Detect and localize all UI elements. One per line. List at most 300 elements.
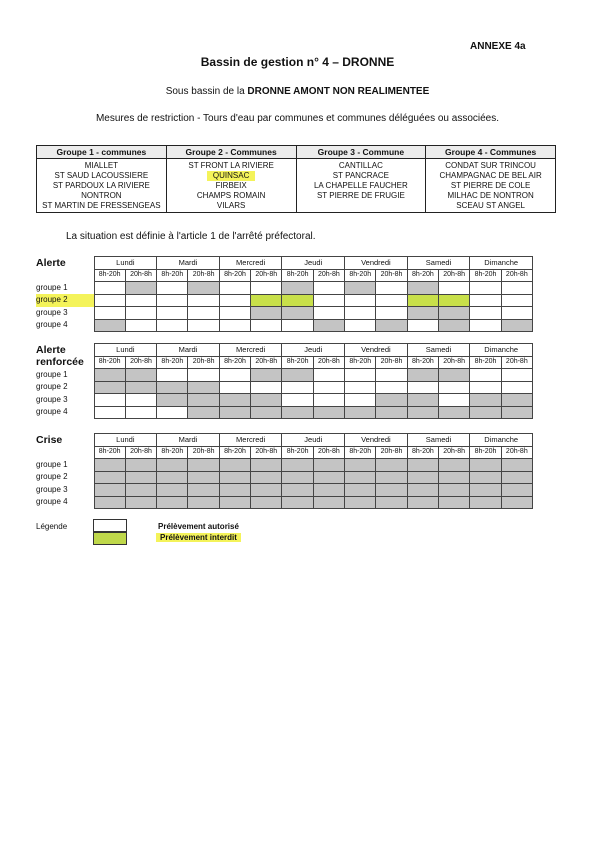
slot-header: 8h-20h [407, 446, 438, 459]
schedule-cell [219, 471, 250, 484]
slot-header: 20h-8h [251, 446, 282, 459]
schedule-cell [188, 369, 219, 382]
schedule-cell [219, 307, 250, 320]
schedule-cell [125, 496, 156, 509]
group-communes-1 [37, 159, 167, 213]
slot-header: 20h-8h [313, 446, 344, 459]
schedule-day-row [36, 257, 533, 270]
schedule-group-row [36, 484, 533, 497]
schedule-cell [282, 406, 313, 419]
schedule-cell [94, 406, 125, 419]
schedule-cell [219, 319, 250, 332]
day-header: Mardi [157, 344, 220, 357]
schedule-cell [439, 394, 470, 407]
schedule-cell [251, 496, 282, 509]
schedule-cell [376, 319, 407, 332]
schedule-cell [313, 319, 344, 332]
commune-name: ST PARDOUX LA RIVIERE [52, 181, 150, 190]
schedule-cell [251, 471, 282, 484]
legend-label: Légende [36, 522, 68, 531]
schedule-cell [313, 394, 344, 407]
schedule-cell [376, 406, 407, 419]
schedule-cell [501, 471, 532, 484]
commune-name: LA CHAPELLE FAUCHER [313, 181, 408, 190]
day-header: Lundi [94, 344, 157, 357]
schedule-cell [470, 319, 501, 332]
commune-name: NONTRON [81, 191, 122, 200]
schedule-cell [219, 394, 250, 407]
schedule-cell [376, 294, 407, 307]
group-row-label: groupe 4 [36, 320, 68, 330]
schedule-cell [501, 307, 532, 320]
day-header: Samedi [407, 344, 470, 357]
commune-name: CHAMPAGNAC DE BEL AIR [439, 171, 542, 180]
schedule-cell [407, 406, 438, 419]
schedule-cell [439, 381, 470, 394]
commune-name: FIRBEIX [215, 181, 247, 190]
legend-forbidden-swatch [93, 532, 127, 545]
schedule-cell [345, 319, 376, 332]
schedule-cell [470, 496, 501, 509]
schedule-cell [282, 381, 313, 394]
slot-header: 8h-20h [470, 269, 501, 282]
schedule-cell [313, 484, 344, 497]
group-row-label: groupe 3 [36, 484, 68, 494]
situation-text: La situation est définie à l'article 1 de l'arrêté préfectoral. [66, 231, 316, 242]
day-header: Mercredi [219, 434, 282, 447]
schedule-cell [251, 394, 282, 407]
schedule-cell [470, 381, 501, 394]
slot-header: 8h-20h [282, 356, 313, 369]
group-row-label: groupe 2 [36, 294, 94, 307]
schedule-cell [501, 484, 532, 497]
schedule-cell [376, 394, 407, 407]
schedule-cell [251, 369, 282, 382]
slot-header: 20h-8h [188, 446, 219, 459]
schedule-cell [313, 459, 344, 472]
slot-header: 8h-20h [470, 356, 501, 369]
measures-text: Mesures de restriction - Tours d'eau par communes et communes déléguées ou associées. [95, 113, 500, 124]
slot-header: 8h-20h [219, 356, 250, 369]
schedule-cell [439, 459, 470, 472]
schedule-cell [313, 406, 344, 419]
day-header: Lundi [94, 257, 157, 270]
schedule-cell [157, 381, 188, 394]
schedule-cell [470, 307, 501, 320]
schedule-cell [94, 484, 125, 497]
commune-name: ST PIERRE DE FRUGIE [316, 191, 405, 200]
schedule-cell [470, 294, 501, 307]
slot-header: 20h-8h [313, 269, 344, 282]
schedule-cell [94, 319, 125, 332]
schedule-group-row [36, 294, 533, 307]
slot-header: 8h-20h [282, 269, 313, 282]
schedule-cell [501, 406, 532, 419]
schedule-group-row [36, 459, 533, 472]
schedule-slot-row [36, 356, 533, 369]
schedule-cell [501, 369, 532, 382]
schedule-cell [407, 282, 438, 295]
schedule-cell [125, 319, 156, 332]
schedule-group-row [36, 319, 533, 332]
commune-name: CHAMPS ROMAIN [196, 191, 266, 200]
group-communes-3 [296, 159, 426, 213]
schedule-cell [157, 307, 188, 320]
schedule-cell [188, 406, 219, 419]
slot-header: 8h-20h [94, 356, 125, 369]
schedule-cell [376, 307, 407, 320]
schedule-cell [125, 282, 156, 295]
schedule-cell [313, 294, 344, 307]
slot-header: 8h-20h [157, 269, 188, 282]
schedule-cell [313, 369, 344, 382]
legend-forbidden-text: Prélèvement interdit [156, 533, 241, 542]
schedule-cell [125, 406, 156, 419]
group-row-label: groupe 2 [36, 382, 68, 392]
schedule-cell [470, 394, 501, 407]
slot-header: 8h-20h [345, 446, 376, 459]
slot-header: 8h-20h [345, 269, 376, 282]
commune-name: ST SAUD LACOUSSIERE [54, 171, 149, 180]
schedule-cell [251, 319, 282, 332]
schedule-cell [407, 496, 438, 509]
schedule-cell [94, 369, 125, 382]
schedule-cell [407, 369, 438, 382]
schedule-cell [407, 319, 438, 332]
schedule-cell [251, 484, 282, 497]
schedule-cell [501, 496, 532, 509]
slot-header: 8h-20h [94, 269, 125, 282]
day-header: Jeudi [282, 344, 345, 357]
schedule-cell [282, 294, 313, 307]
schedule-slot-row [36, 446, 533, 459]
page-title: Bassin de gestion n° 4 – DRONNE [200, 55, 395, 69]
day-header: Samedi [407, 257, 470, 270]
day-header: Jeudi [282, 434, 345, 447]
schedule-cell [345, 394, 376, 407]
slot-header: 20h-8h [376, 446, 407, 459]
schedule-cell [282, 319, 313, 332]
group-row-label: groupe 1 [36, 282, 68, 292]
schedule-cell [439, 282, 470, 295]
schedule-cell [376, 484, 407, 497]
schedule-cell [157, 282, 188, 295]
schedule-cell [251, 381, 282, 394]
slot-header: 20h-8h [376, 356, 407, 369]
schedule-cell [157, 294, 188, 307]
schedule-cell [345, 406, 376, 419]
schedule-cell [470, 282, 501, 295]
groups-table [36, 145, 556, 213]
schedule-cell [219, 406, 250, 419]
schedule-cell [501, 294, 532, 307]
slot-header: 20h-8h [376, 269, 407, 282]
schedule-cell [125, 307, 156, 320]
schedule-cell [125, 369, 156, 382]
day-header: Vendredi [345, 344, 408, 357]
schedule-cell [125, 381, 156, 394]
slot-header: 20h-8h [439, 446, 470, 459]
day-header: Mardi [157, 257, 220, 270]
slot-header: 20h-8h [439, 269, 470, 282]
schedule-cell [157, 394, 188, 407]
day-header: Dimanche [470, 344, 533, 357]
schedule-cell [376, 471, 407, 484]
group-row-label: groupe 4 [36, 497, 68, 507]
schedule-cell [345, 369, 376, 382]
schedule-cell [219, 496, 250, 509]
schedule-cell [157, 496, 188, 509]
group-header-2: Groupe 2 - Communes [166, 146, 296, 159]
schedule-cell [188, 496, 219, 509]
slot-header: 8h-20h [94, 446, 125, 459]
schedule-cell [219, 282, 250, 295]
schedule-cell [188, 307, 219, 320]
schedule-cell [345, 484, 376, 497]
schedule-cell [501, 282, 532, 295]
schedule-cell [157, 319, 188, 332]
schedule-group-row [36, 406, 533, 419]
day-header: Lundi [94, 434, 157, 447]
commune-name: MIALLET [84, 161, 119, 170]
schedule-cell [376, 369, 407, 382]
group-row-label: groupe 4 [36, 407, 68, 417]
group-communes-4 [426, 159, 556, 213]
group-row-label: groupe 3 [36, 307, 68, 317]
schedule-cell [219, 369, 250, 382]
slot-header: 8h-20h [282, 446, 313, 459]
schedule-cell [219, 484, 250, 497]
schedule-cell [188, 471, 219, 484]
schedule-cell [219, 381, 250, 394]
schedule-cell [439, 406, 470, 419]
group-communes-2 [166, 159, 296, 213]
schedule-cell [188, 294, 219, 307]
schedule-cell [501, 394, 532, 407]
schedule-level-label: Alerte [36, 343, 66, 356]
schedule-cell [313, 496, 344, 509]
schedule-cell [407, 294, 438, 307]
groups-body-row [37, 159, 556, 213]
schedule-cell [439, 319, 470, 332]
schedule-cell [439, 294, 470, 307]
schedule-table-1 [36, 256, 533, 332]
day-header: Jeudi [282, 257, 345, 270]
slot-header: 20h-8h [251, 269, 282, 282]
group-header-4: Groupe 4 - Communes [426, 146, 556, 159]
group-row-label: groupe 2 [36, 472, 68, 482]
day-header: Mercredi [219, 344, 282, 357]
day-header: Dimanche [470, 434, 533, 447]
schedule-group-row [36, 282, 533, 295]
schedule-cell [407, 471, 438, 484]
schedule-cell [376, 381, 407, 394]
commune-name: ST MARTIN DE FRESSENGEAS [42, 201, 161, 210]
schedule-cell [251, 406, 282, 419]
schedule-level-label: Crise [36, 433, 63, 446]
schedule-cell [470, 484, 501, 497]
schedule-cell [439, 484, 470, 497]
schedule-group-row [36, 381, 533, 394]
slot-header: 20h-8h [125, 446, 156, 459]
schedule-cell [251, 294, 282, 307]
schedule-cell [157, 484, 188, 497]
schedule-cell [125, 394, 156, 407]
schedule-level-label-2 [36, 446, 94, 459]
group-row-label: groupe 1 [36, 369, 68, 379]
schedule-cell [94, 394, 125, 407]
slot-header: 8h-20h [345, 356, 376, 369]
schedule-cell [157, 369, 188, 382]
schedule-cell [439, 496, 470, 509]
day-header: Vendredi [345, 257, 408, 270]
schedule-cell [501, 319, 532, 332]
slot-header: 8h-20h [407, 269, 438, 282]
schedule-cell [219, 294, 250, 307]
schedule-cell [313, 471, 344, 484]
schedule-cell [282, 471, 313, 484]
schedule-cell [282, 459, 313, 472]
slot-header: 8h-20h [219, 269, 250, 282]
slot-header: 8h-20h [219, 446, 250, 459]
commune-name: SCEAU ST ANGEL [456, 201, 525, 210]
schedule-group-row [36, 496, 533, 509]
schedule-day-row [36, 434, 533, 447]
schedule-cell [470, 471, 501, 484]
schedule-cell [94, 471, 125, 484]
schedule-cell [188, 484, 219, 497]
schedule-group-row [36, 471, 533, 484]
schedule-cell [345, 307, 376, 320]
slot-header: 8h-20h [407, 356, 438, 369]
slot-header: 20h-8h [439, 356, 470, 369]
schedule-cell [188, 394, 219, 407]
schedule-cell [282, 484, 313, 497]
schedule-cell [376, 496, 407, 509]
slot-header: 20h-8h [188, 356, 219, 369]
schedule-cell [125, 484, 156, 497]
schedule-cell [407, 459, 438, 472]
schedule-cell [94, 294, 125, 307]
groups-header-row [37, 146, 556, 159]
slot-header: 20h-8h [313, 356, 344, 369]
schedule-cell [407, 307, 438, 320]
schedule-cell [157, 459, 188, 472]
schedule-cell [407, 394, 438, 407]
schedule-cell [251, 307, 282, 320]
legend-authorized-swatch [93, 519, 127, 532]
schedule-cell [407, 484, 438, 497]
annexe-label: ANNEXE 4a [470, 41, 526, 52]
group-row-label: groupe 3 [36, 394, 68, 404]
slot-header: 20h-8h [501, 446, 532, 459]
slot-header: 8h-20h [157, 446, 188, 459]
schedule-cell [470, 406, 501, 419]
schedule-table-2 [36, 343, 533, 419]
schedule-cell [125, 471, 156, 484]
schedule-level-label: Alerte [36, 256, 66, 269]
schedule-cell [188, 319, 219, 332]
schedule-group-row [36, 394, 533, 407]
slot-header: 8h-20h [157, 356, 188, 369]
commune-name: CANTILLAC [338, 161, 383, 170]
schedule-group-row [36, 369, 533, 382]
schedule-cell [94, 307, 125, 320]
subtitle-basin: DRONNE AMONT NON REALIMENTEE [247, 86, 430, 97]
schedule-cell [439, 307, 470, 320]
schedule-cell [470, 459, 501, 472]
group-header-3: Groupe 3 - Commune [296, 146, 426, 159]
schedule-cell [188, 381, 219, 394]
schedule-cell [157, 406, 188, 419]
commune-name: CONDAT SUR TRINCOU [445, 161, 536, 170]
schedule-cell [188, 459, 219, 472]
schedule-cell [345, 294, 376, 307]
schedule-cell [251, 282, 282, 295]
subtitle [0, 86, 595, 97]
schedule-level-label-2 [36, 269, 94, 282]
schedule-day-row [36, 344, 533, 357]
schedule-cell [345, 471, 376, 484]
schedule-cell [470, 369, 501, 382]
slot-header: 20h-8h [501, 269, 532, 282]
schedule-cell [439, 471, 470, 484]
schedule-cell [313, 282, 344, 295]
day-header: Dimanche [470, 257, 533, 270]
schedule-table-3 [36, 433, 533, 509]
schedule-cell [282, 394, 313, 407]
schedule-cell [219, 459, 250, 472]
schedule-cell [345, 381, 376, 394]
schedule-cell [282, 496, 313, 509]
slot-header: 20h-8h [125, 269, 156, 282]
schedule-cell [313, 381, 344, 394]
schedule-cell [94, 381, 125, 394]
group-header-1: Groupe 1 - communes [37, 146, 167, 159]
commune-name: ST FRONT LA RIVIERE [188, 161, 274, 170]
commune-name: MILHAC DE NONTRON [447, 191, 534, 200]
day-header: Vendredi [345, 434, 408, 447]
day-header: Samedi [407, 434, 470, 447]
schedule-cell [376, 282, 407, 295]
schedule-cell [188, 282, 219, 295]
schedule-slot-row [36, 269, 533, 282]
schedule-cell [251, 459, 282, 472]
schedule-cell [94, 496, 125, 509]
schedule-cell [282, 282, 313, 295]
day-header: Mardi [157, 434, 220, 447]
schedule-cell [501, 459, 532, 472]
schedule-level-label-2: renforcée [36, 356, 84, 369]
schedule-cell [94, 459, 125, 472]
slot-header: 20h-8h [251, 356, 282, 369]
schedule-cell [157, 471, 188, 484]
slot-header: 20h-8h [125, 356, 156, 369]
day-header: Mercredi [219, 257, 282, 270]
subtitle-prefix: Sous bassin de la [165, 86, 248, 97]
schedule-group-row [36, 307, 533, 320]
schedule-cell [501, 381, 532, 394]
commune-name: QUINSAC [207, 171, 255, 181]
schedule-cell [376, 459, 407, 472]
slot-header: 20h-8h [501, 356, 532, 369]
group-row-label: groupe 1 [36, 459, 68, 469]
schedule-cell [407, 381, 438, 394]
commune-name: ST PIERRE DE COLE [450, 181, 531, 190]
commune-name: VILARS [216, 201, 246, 210]
legend-authorized-text: Prélèvement autorisé [158, 522, 239, 531]
schedule-cell [125, 459, 156, 472]
